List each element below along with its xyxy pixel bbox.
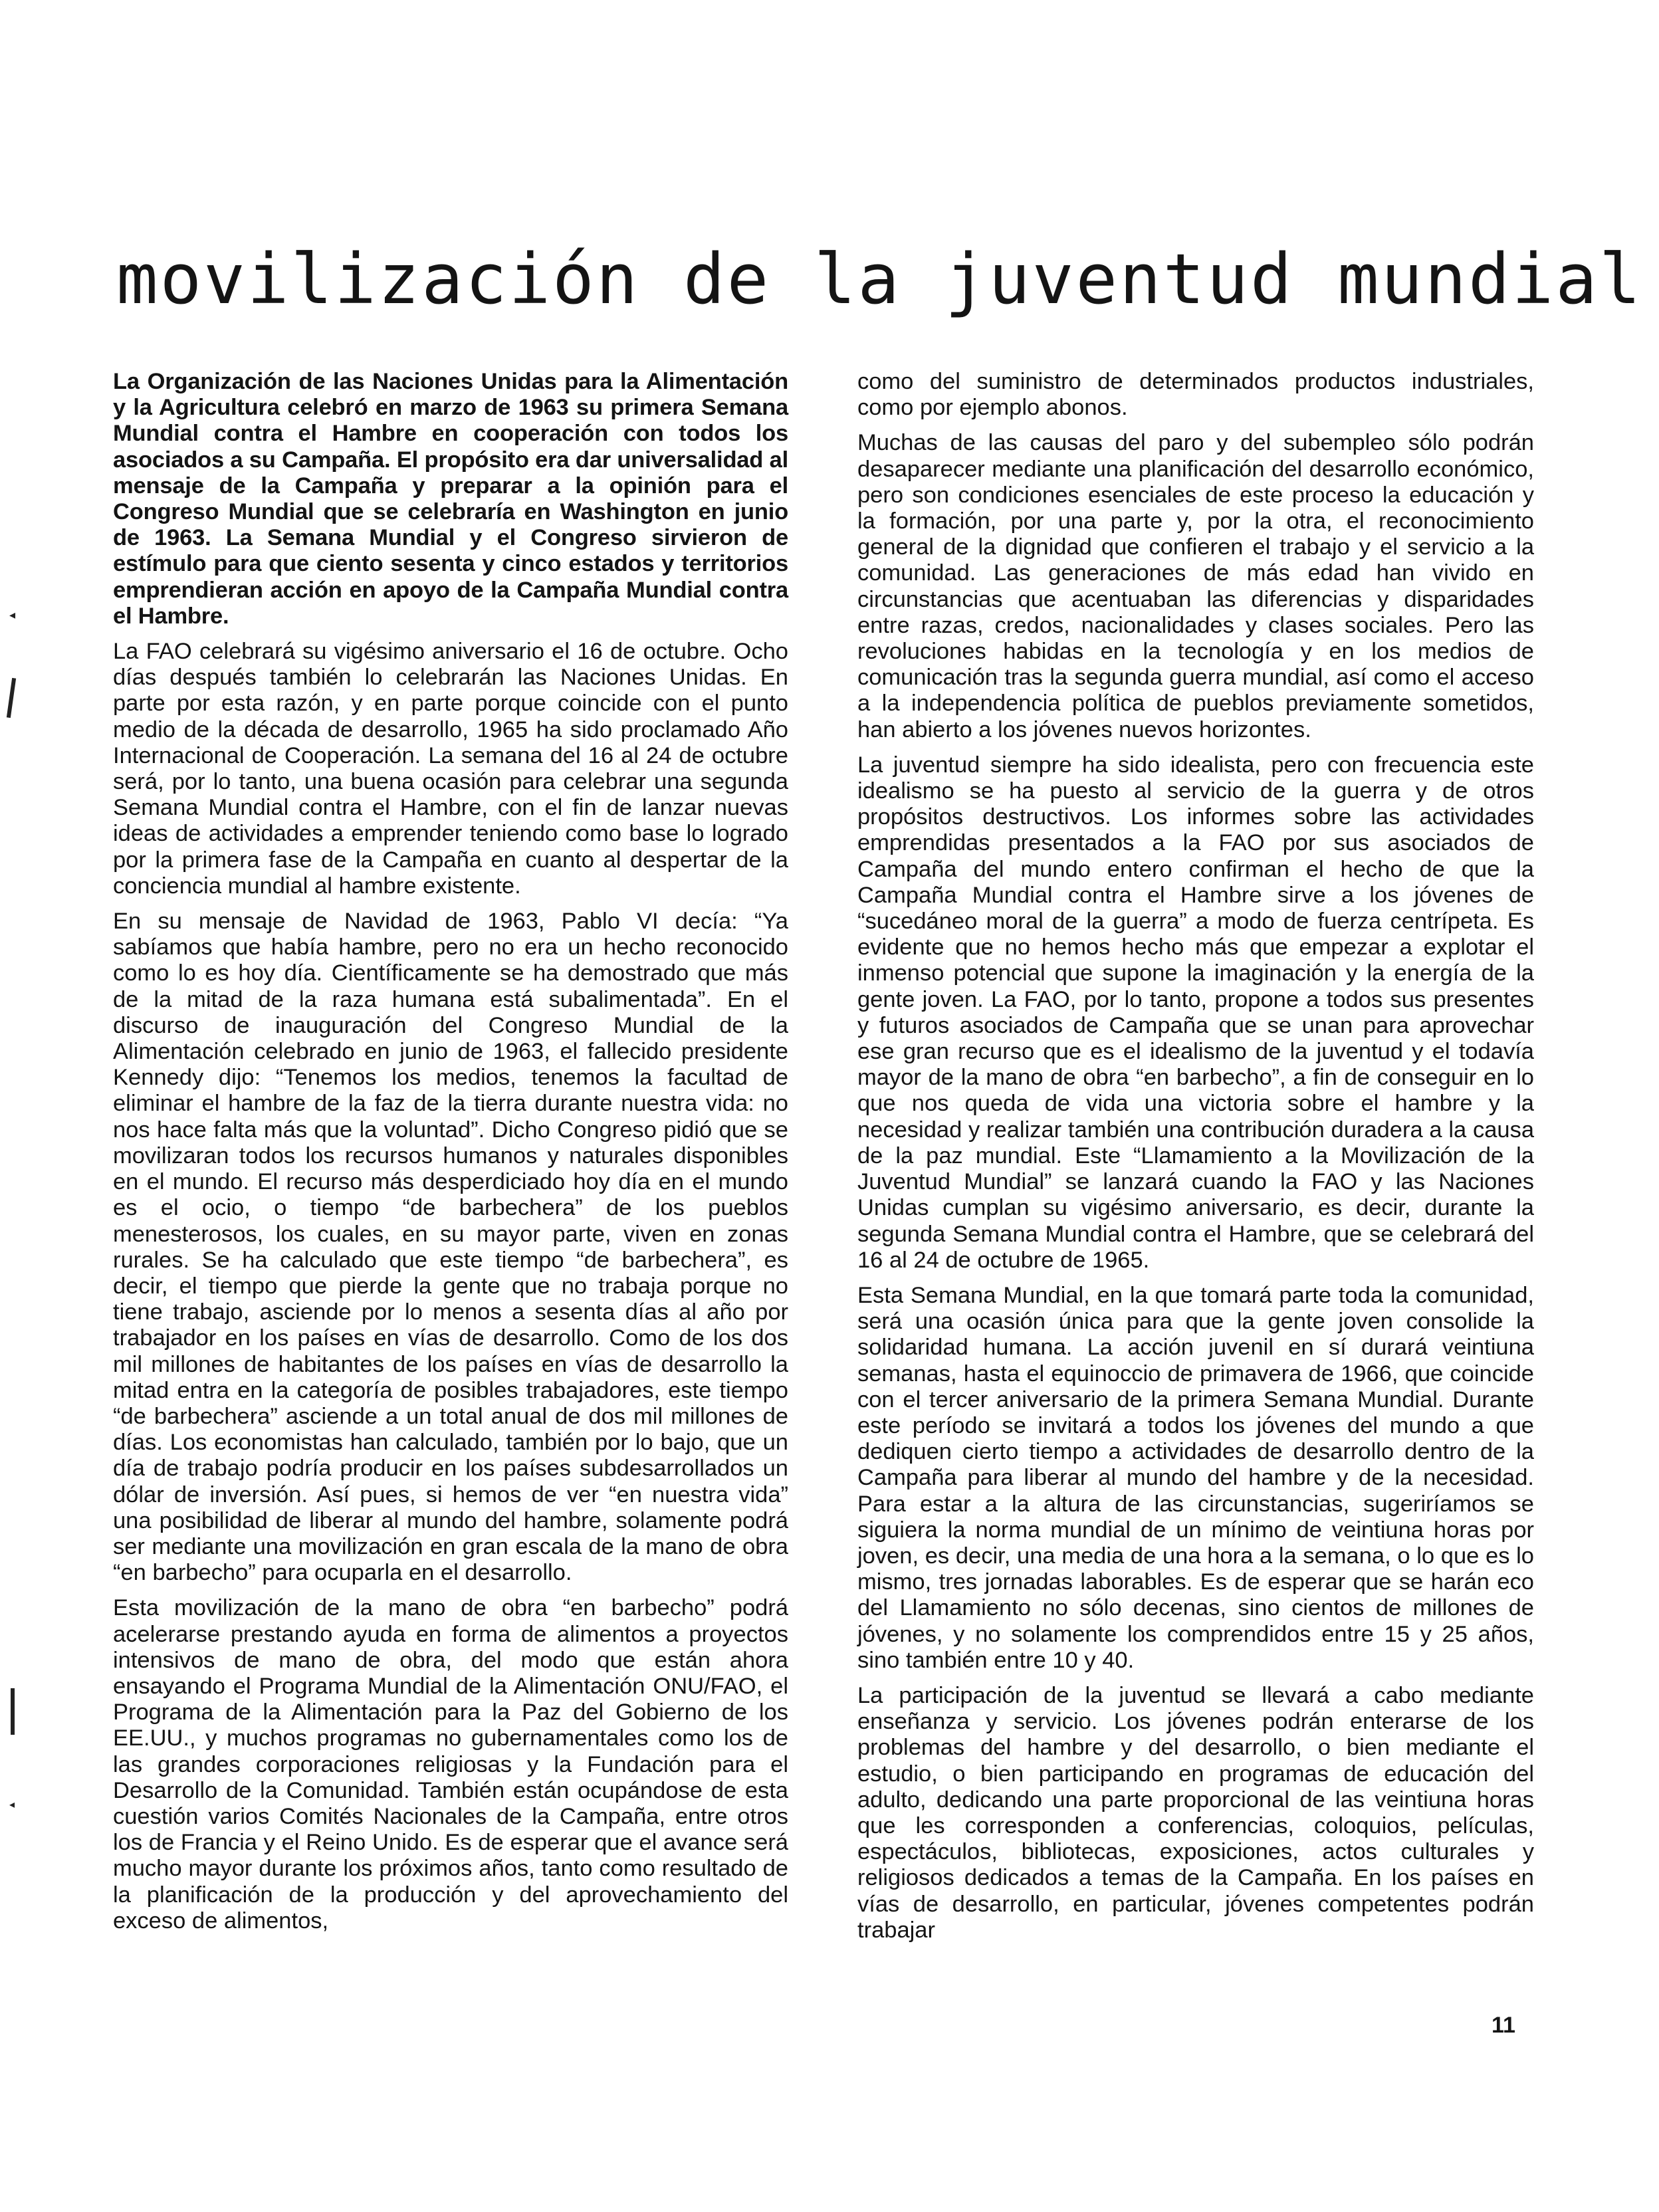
body-paragraph: La participación de la juventud se llevará a cabo mediante enseñanza y servicio. Los jóvenes podrán enterarse de los problemas del hambre y del desarrollo, o bien mediante el estudio, o bien participando en programas de educación del adulto, dedicando una parte proporcional de las veintiuna horas que les corresponden a conferencias, coloquios, películas, espectáculos, bibliotecas, exposiciones, actos culturales y religiosos dedicados a temas de la Campaña. En los países en vías de desarrollo, en particular, jóvenes competentes podrán trabajar [857,1682,1534,1943]
body-paragraph: Esta Semana Mundial, en la que tomará parte toda la comunidad, será una ocasión única para que la gente joven consolide la solidaridad humana. La acción juvenil en sí durará veintiuna semanas, hasta el equinoccio de primavera de 1966, que coincide con el tercer aniversario de la primera Semana Mundial. Durante este período se invitará a todos los jóvenes del mundo a que dediquen cierto tiempo a actividades de desarrollo dentro de la Campaña para liberar al mundo del hambre y de la necesidad. Para estar a la altura de las circunstancias, sugeriríamos se siguiera la norma mundial de un mínimo de veintiuna horas por joven, es decir, una media de una hora a la semana, o lo que es lo mismo, tres jornadas laborables. Es de esperar que se harán eco del Llamamiento no sólo decenas, sino cientos de millones de jóvenes, y no solamente los comprendidos entre 15 y 25 años, sino también entre 10 y 40. [857,1282,1534,1673]
body-paragraph: La FAO celebrará su vigésimo aniversario el 16 de octubre. Ocho días después también lo celebrarán las Naciones Unidas. En parte por esta razón, y en parte porque coincide con el punto medio de la década de desarrollo, 1965 ha sido proclamado Año Internacional de Cooperación. La semana del 16 al 24 de octubre será, por lo tanto, una buena ocasión para celebrar una segunda Semana Mundial contra el Hambre, con el fin de lanzar nuevas ideas de actividades a emprender teniendo como base lo logrado por la primera fase de la Campaña en cuanto al despertar de la conciencia mundial al hambre existente. [113,639,788,899]
margin-mark: ◂ [9,608,16,622]
margin-mark: ◂ [9,1798,15,1811]
body-paragraph: Muchas de las causas del paro y del subempleo sólo podrán desaparecer mediante una planificación del desarrollo económico, pero son condiciones esenciales de este proceso la educación y la formación, por una parte y, por la otra, el reconocimiento general de la dignidad que confieren el trabajo y el servicio a la comunidad. Las generaciones de más edad han vivido en circunstancias que acentuaban las diferencias y disparidades entre razas, credos, nacionalidades y clases sociales. Pero las revoluciones habidas en la tecnología y en los medios de comunicación tras la segunda guerra mundial, así como el acceso a la independencia política de pueblos previamente sometidos, han abierto a los jóvenes nuevos horizontes. [857,430,1534,742]
margin-mark [11,1688,15,1735]
lead-paragraph: La Organización de las Naciones Unidas para la Alimentación y la Agricultura celebró en marzo de 1963 su primera Semana Mundial contra el Hambre en cooperación con todos los asociados a su Campaña. El propósito era dar universalidad al mensaje de la Campaña y preparar a la opinión para el Congreso Mundial que se celebraría en Washington en junio de 1963. La Semana Mundial y el Congreso sirvieron de estímulo para que ciento sesenta y cinco estados y territorios emprendieran acción en apoyo de la Campaña Mundial contra el Hambre. [113,369,788,629]
body-paragraph: En su mensaje de Navidad de 1963, Pablo VI decía: “Ya sabíamos que había hambre, pero no era un hecho reconocido como lo es hoy día. Científicamente se ha demostrado que más de la mitad de la raza humana está subalimentada”. En el discurso de inauguración del Congreso Mundial de la Alimentación celebrado en junio de 1963, el fallecido presidente Kennedy dijo: “Tenemos los medios, tenemos la facultad de eliminar el hambre de la faz de la tierra durante nuestra vida: no nos hace falta más que la voluntad”. Dicho Congreso pidió que se movilizaran todos los recursos humanos y naturales disponibles en el mundo. El recurso más desperdiciado hoy día en el mundo es el ocio, o tiempo “de barbechera” de los pueblos menesterosos, los cuales, en su mayor parte, viven en zonas rurales. Se ha calculado que este tiempo “de barbechera”, es decir, el tiempo que pierde la gente que no trabaja porque no tiene trabajo, asciende por lo menos a sesenta días al año por trabajador en los países en vías de desarrollo. Como de los dos mil millones de habitantes de los países en vías de desarrollo la mitad entra en la categoría de posibles trabajadores, este tiempo “de barbechera” asciende a un total anual de dos mil millones de días. Los economistas han calculado, también por lo bajo, que un día de trabajo podría producir en los países subdesarrollados un dólar de inversión. Así pues, si hemos de ver “en nuestra vida” una posibilidad de liberar al mundo del hambre, solamente podrá ser mediante una movilización en gran escala de la mano de obra “en barbecho” para ocuparla en el desarrollo. [113,909,788,1586]
left-column [113,369,788,1943]
body-paragraph: La juventud siempre ha sido idealista, pero con frecuencia este idealismo se ha puesto al servicio de la guerra y de otros propósitos destructivos. Los informes sobre las actividades emprendidas presentados a la FAO por sus asociados de Campaña del mundo entero confirman el hecho de que la Campaña Mundial contra el Hambre sirve a los jóvenes de “sucedáneo moral de la guerra” a modo de fuerza centrípeta. Es evidente que no hemos hecho más que empezar a explotar el inmenso potencial que supone la imaginación y la energía de la gente joven. La FAO, por lo tanto, propone a todos sus presentes y futuros asociados de Campaña que se unan para aprovechar ese gran recurso que es el idealismo de la juventud y el todavía mayor de la mano de obra “en barbecho”, a fin de conseguir en lo que nos queda de vida una victoria sobre el hambre y la necesidad y realizar también una contribución duradera a la causa de la paz mundial. Este “Llamamiento a la Movilización de la Juventud Mundial” se lanzará cuando la FAO y las Naciones Unidas cumplan su vigésimo aniversario, es decir, durante la segunda Semana Mundial contra el Hambre, que se celebrará del 16 al 24 de octubre de 1965. [857,752,1534,1273]
article-title: movilización de la juventud mundial [116,239,1643,320]
body-paragraph: como del suministro de determinados productos industriales, como por ejemplo abonos. [857,369,1534,421]
page-number: 11 [1492,2013,1515,2038]
margin-mark [7,678,16,718]
right-column [857,369,1534,1953]
body-paragraph: Esta movilización de la mano de obra “en barbecho” podrá acelerarse prestando ayuda en forma de alimentos a proyectos intensivos de mano de obra, del modo que están ahora ensayando el Programa Mundial de la Alimentación ONU/FAO, el Programa de la Alimentación para la Paz del Gobierno de los EE.UU., y muchos programas no gubernamentales como los de las grandes corporaciones religiosas y la Fundación para el Desarrollo de la Comunidad. También están ocupándose de esta cuestión varios Comités Nacionales de la Campaña, entre otros los de Francia y el Reino Unido. Es de esperar que el avance será mucho mayor durante los próximos años, tanto como resultado de la planificación de la producción y del aprovechamiento del exceso de alimentos, [113,1595,788,1934]
